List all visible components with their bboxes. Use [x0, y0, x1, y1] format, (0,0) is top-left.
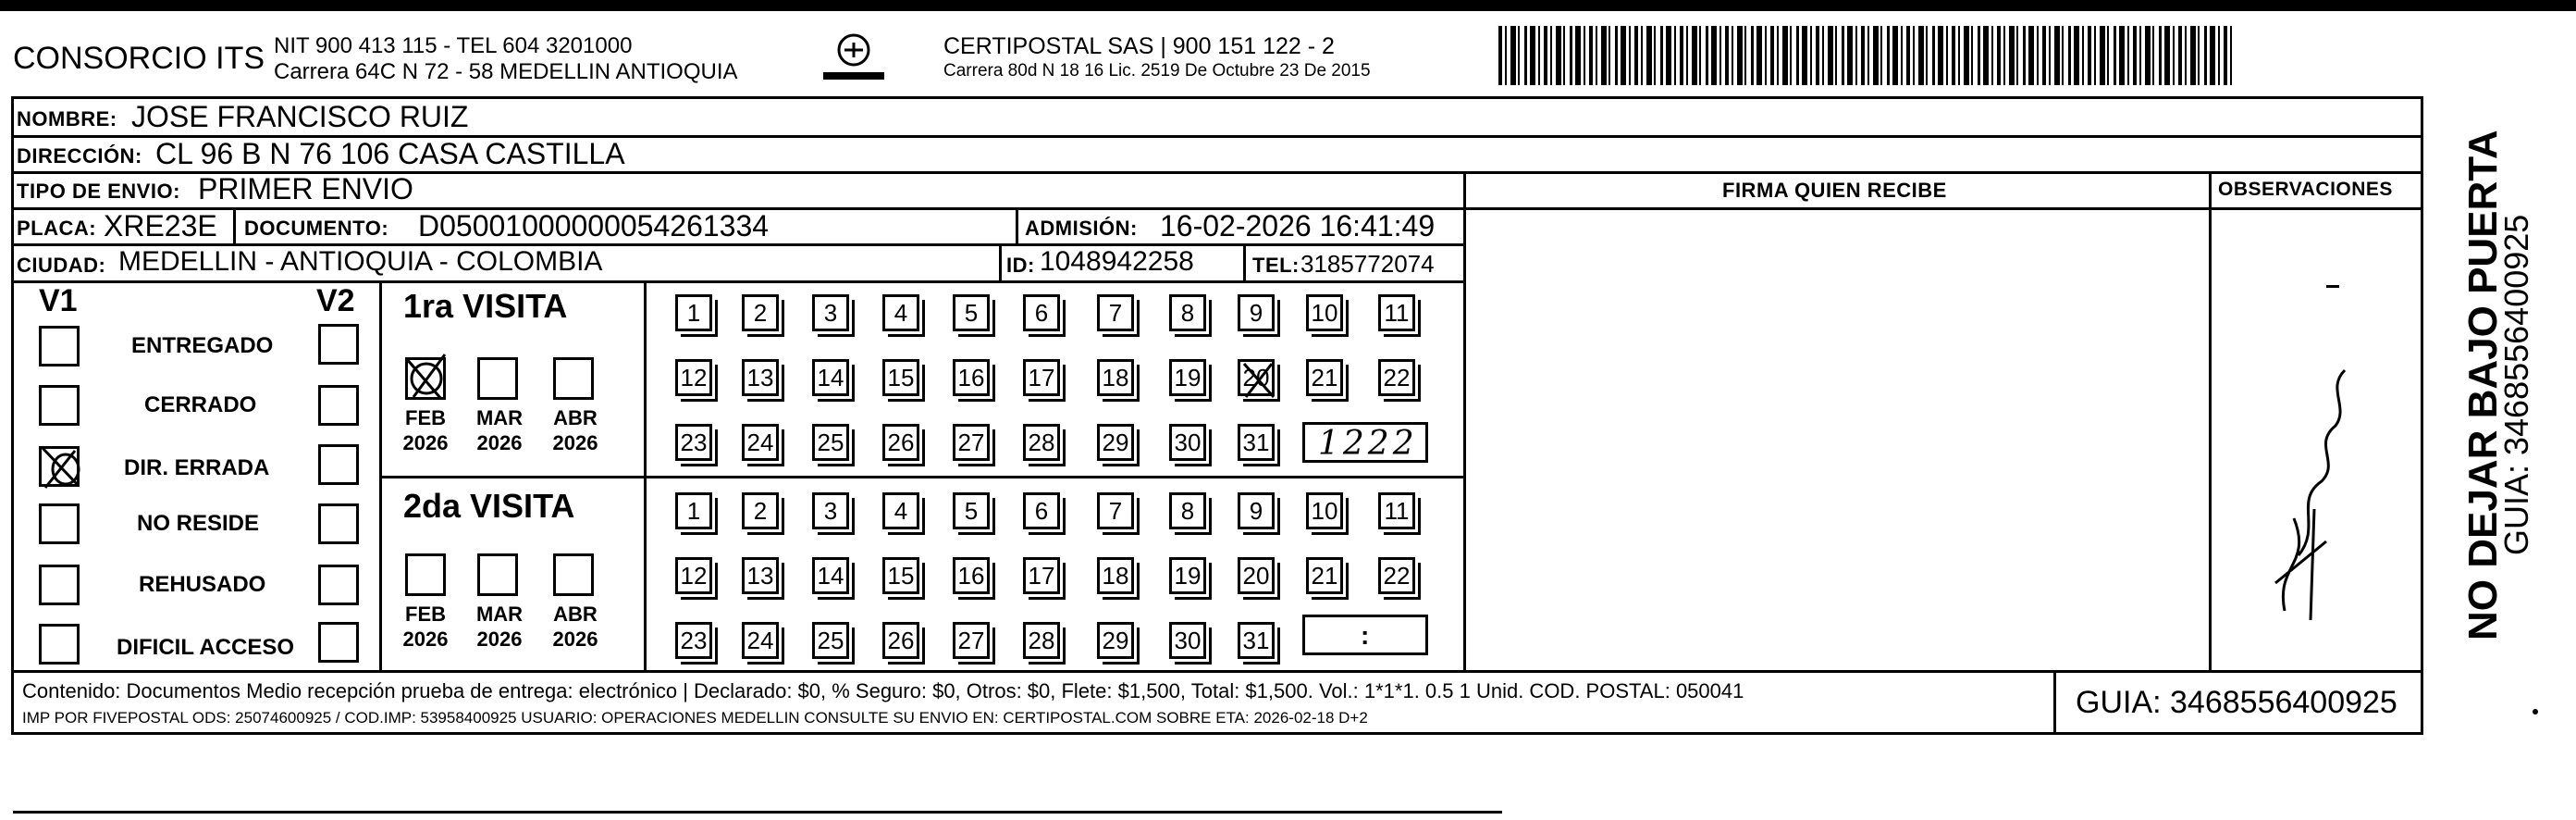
footer-print-info: IMP POR FIVEPOSTAL ODS: 25074600925 / COD.IMP: 53958400925 USUARIO: OPERACIONES MEDELLIN CONSULTE SU ENVIO EN: CERTIPOSTAL.COM SOBRE ETA: 2026-02-18 D+2	[22, 709, 1368, 727]
footer-divider	[11, 670, 2423, 673]
footer-guia-sep	[2053, 670, 2056, 735]
visit1-day-17[interactable]: 17	[1023, 359, 1060, 396]
v2-dificil-acceso-checkbox[interactable]	[318, 622, 359, 663]
visit1-day-18[interactable]: 18	[1097, 359, 1134, 396]
visit2-time-box[interactable]	[1302, 615, 1428, 655]
visit2-day-23[interactable]: 23	[675, 622, 712, 659]
visit2-day-14[interactable]: 14	[812, 557, 849, 594]
v1-entregado-checkbox[interactable]	[39, 326, 80, 367]
admision-value: 16-02-2026 16:41:49	[1160, 209, 1436, 242]
visit2-day-10[interactable]: 10	[1306, 492, 1343, 529]
handwritten-x-mark	[1239, 360, 1279, 401]
v2-label: V2	[316, 283, 355, 318]
carrier-license: Carrera 80d N 18 16 Lic. 2519 De Octubre 23 De 2015	[943, 61, 1371, 81]
barcode	[1498, 26, 2235, 85]
status-no-reside: NO RESIDE	[137, 511, 260, 536]
visit1-day-9[interactable]: 9	[1238, 294, 1275, 331]
status-sep	[379, 280, 382, 670]
id-value: 1048942258	[1040, 246, 1194, 277]
visit2-day-15[interactable]: 15	[882, 557, 919, 594]
visit1-month-abr: ABR 2026	[552, 406, 598, 454]
documento-label: DOCUMENTO:	[244, 217, 389, 240]
visit2-abr-checkbox[interactable]	[553, 553, 594, 596]
visit2-day-9[interactable]: 9	[1238, 492, 1275, 529]
visit2-day-17[interactable]: 17	[1023, 557, 1060, 594]
direccion-value: CL 96 B N 76 106 CASA CASTILLA	[155, 137, 625, 170]
visit1-day-26[interactable]: 26	[882, 424, 919, 461]
status-cerrado: CERRADO	[144, 392, 257, 417]
visit1-day-27[interactable]: 27	[953, 424, 990, 461]
visit1-day-7[interactable]: 7	[1097, 294, 1134, 331]
visit2-day-25[interactable]: 25	[812, 622, 849, 659]
visit2-day-1[interactable]: 1	[675, 492, 712, 529]
visit1-day-29[interactable]: 29	[1097, 424, 1134, 461]
visit1-day-23[interactable]: 23	[675, 424, 712, 461]
visit1-day-15[interactable]: 15	[882, 359, 919, 396]
firma-header: FIRMA QUIEN RECIBE	[1722, 179, 1947, 202]
visit1-day-22[interactable]: 22	[1378, 359, 1415, 396]
v1-label: V1	[39, 283, 78, 318]
visit1-day-4[interactable]: 4	[882, 294, 919, 331]
visit2-month-abr: ABR 2026	[552, 603, 598, 651]
status-dificil-acceso: DIFICIL ACCESO	[117, 635, 295, 660]
documento-value: D05001000000054261334	[418, 209, 770, 242]
visit1-day-11[interactable]: 11	[1378, 294, 1415, 331]
visit1-abr-checkbox[interactable]	[553, 357, 594, 400]
placa-value: XRE23E	[104, 209, 217, 242]
visit1-day-16[interactable]: 16	[953, 359, 990, 396]
id-sep	[999, 243, 1002, 280]
visit2-day-4[interactable]: 4	[882, 492, 919, 529]
footer-guia: GUIA: 3468556400925	[2076, 685, 2397, 720]
visit2-day-2[interactable]: 2	[742, 492, 779, 529]
visit2-mar-checkbox[interactable]	[477, 553, 518, 596]
handwritten-x-mark	[34, 441, 86, 493]
obs-left-line	[2209, 171, 2212, 671]
nombre-value: JOSE FRANCISCO RUIZ	[131, 100, 469, 133]
visit1-day-24[interactable]: 24	[742, 424, 779, 461]
v2-entregado-checkbox[interactable]	[318, 324, 359, 365]
tipo-label: TIPO DE ENVIO:	[17, 180, 180, 203]
admision-label: ADMISIÓN:	[1025, 217, 1138, 240]
visit1-day-1[interactable]: 1	[675, 294, 712, 331]
tel-sep	[1243, 243, 1246, 280]
visit1-day-28[interactable]: 28	[1023, 424, 1060, 461]
recipient-signature	[2257, 342, 2368, 620]
first-visit-title: 1ra VISITA	[403, 287, 568, 325]
v2-rehusado-checkbox[interactable]	[318, 565, 359, 605]
v1-dir-errada-checkbox[interactable]	[39, 446, 80, 487]
visit1-day-19[interactable]: 19	[1169, 359, 1206, 396]
firma-left-line	[1463, 171, 1466, 671]
side-guia: GUIA: 3468556400925	[2497, 214, 2535, 555]
visit1-day-5[interactable]: 5	[953, 294, 990, 331]
visit1-day-12[interactable]: 12	[675, 359, 712, 396]
visit2-day-26[interactable]: 26	[882, 622, 919, 659]
placa-label: PLACA:	[17, 217, 97, 240]
visit1-day-2[interactable]: 2	[742, 294, 779, 331]
visit1-month-feb: FEB 2026	[402, 406, 449, 454]
visit1-time-box[interactable]	[1302, 422, 1428, 463]
status-rehusado: REHUSADO	[139, 572, 266, 597]
visit2-day-20[interactable]: 20	[1238, 557, 1275, 594]
visit2-month-mar: MAR 2026	[475, 603, 524, 651]
visit2-day-21[interactable]: 21	[1306, 557, 1343, 594]
visit1-day-10[interactable]: 10	[1306, 294, 1343, 331]
visit2-day-18[interactable]: 18	[1097, 557, 1134, 594]
visit2-month-feb: FEB 2026	[402, 603, 449, 651]
company-name: CONSORCIO ITS	[13, 41, 265, 76]
visit1-day-30[interactable]: 30	[1169, 424, 1206, 461]
visit2-day-30[interactable]: 30	[1169, 622, 1206, 659]
v2-no-reside-checkbox[interactable]	[318, 503, 359, 544]
top-border	[0, 0, 2576, 11]
direccion-label: DIRECCIÓN:	[17, 144, 142, 168]
visit2-day-12[interactable]: 12	[675, 557, 712, 594]
visit1-day-25[interactable]: 25	[812, 424, 849, 461]
footer-contents: Contenido: Documentos Medio recepción prueba de entrega: electrónico | Declarado: $0, % Seguro: $0, Otros: $0, Flete: $1,500, Total: $1,500. Vol.: 1*1*1. 0.5 1 Unid. COD. POSTAL: 050041	[22, 679, 1744, 702]
visit1-feb-checkbox[interactable]	[405, 357, 446, 400]
visit1-day-6[interactable]: 6	[1023, 294, 1060, 331]
status-entregado: ENTREGADO	[131, 333, 274, 358]
v1-dificil-acceso-checkbox[interactable]	[39, 624, 80, 665]
visit2-day-11[interactable]: 11	[1378, 492, 1415, 529]
visit1-month-mar: MAR 2026	[475, 406, 524, 454]
visit-divider	[379, 476, 1465, 478]
visit1-day-13[interactable]: 13	[742, 359, 779, 396]
no-dejar-warning: NO DEJAR BAJO PUERTA	[2460, 130, 2506, 640]
visit2-feb-checkbox[interactable]	[405, 553, 446, 596]
visit1-time-handwritten: 1222	[1318, 425, 1418, 463]
tel-label: TEL:	[1252, 254, 1300, 277]
visit2-day-28[interactable]: 28	[1023, 622, 1060, 659]
visit2-day-27[interactable]: 27	[953, 622, 990, 659]
company-nit: NIT 900 413 115 - TEL 604 3201000	[274, 33, 633, 58]
visit2-day-29[interactable]: 29	[1097, 622, 1134, 659]
visit2-time-placeholder: :	[1361, 621, 1370, 650]
visit2-day-31[interactable]: 31	[1238, 622, 1275, 659]
v1-cerrado-checkbox[interactable]	[39, 385, 80, 426]
v2-cerrado-checkbox[interactable]	[318, 385, 359, 426]
tipo-value: PRIMER ENVIO	[198, 172, 413, 205]
ciudad-divider	[11, 280, 1465, 283]
v1-rehusado-checkbox[interactable]	[39, 565, 80, 605]
visit1-day-8[interactable]: 8	[1169, 294, 1206, 331]
second-visit-title: 2da VISITA	[403, 487, 575, 525]
observation-mark	[2326, 285, 2339, 288]
visit2-day-7[interactable]: 7	[1097, 492, 1134, 529]
visit2-day-16[interactable]: 16	[953, 557, 990, 594]
visit1-day-3[interactable]: 3	[812, 294, 849, 331]
visit2-day-3[interactable]: 3	[812, 492, 849, 529]
nombre-label: NOMBRE:	[17, 107, 117, 130]
ciudad-value: MEDELLIN - ANTIOQUIA - COLOMBIA	[118, 246, 603, 277]
tel-value: 3185772074	[1300, 250, 1435, 278]
visit2-day-22[interactable]: 22	[1378, 557, 1415, 594]
carrier-name: CERTIPOSTAL SAS | 900 151 122 - 2	[943, 33, 1335, 59]
visit2-day-8[interactable]: 8	[1169, 492, 1206, 529]
visit2-day-24[interactable]: 24	[742, 622, 779, 659]
v1-no-reside-checkbox[interactable]	[39, 503, 80, 544]
visit1-day-21[interactable]: 21	[1306, 359, 1343, 396]
visit1-day-20[interactable]: 20	[1238, 359, 1275, 396]
observaciones-header: OBSERVACIONES	[2218, 179, 2393, 200]
ciudad-label: CIUDAD:	[17, 254, 106, 277]
admision-sep	[1016, 207, 1018, 244]
firma-header-line	[1463, 207, 2423, 210]
visit2-day-13[interactable]: 13	[742, 557, 779, 594]
visit2-day-6[interactable]: 6	[1023, 492, 1060, 529]
handwritten-x-mark	[401, 351, 456, 406]
id-label: ID:	[1006, 254, 1035, 277]
placa-sep	[233, 207, 236, 244]
visit2-day-5[interactable]: 5	[953, 492, 990, 529]
v2-dir-errada-checkbox[interactable]	[318, 444, 359, 485]
stray-dot	[2533, 709, 2538, 714]
visit1-day-31[interactable]: 31	[1238, 424, 1275, 461]
certipostal-logo	[820, 31, 888, 85]
visit1-mar-checkbox[interactable]	[477, 357, 518, 400]
cut-line	[13, 811, 1502, 814]
visit1-day-14[interactable]: 14	[812, 359, 849, 396]
company-address: Carrera 64C N 72 - 58 MEDELLIN ANTIOQUIA	[274, 59, 738, 84]
visit2-day-19[interactable]: 19	[1169, 557, 1206, 594]
months-sep	[644, 280, 647, 670]
status-dir-errada: DIR. ERRADA	[124, 455, 270, 480]
